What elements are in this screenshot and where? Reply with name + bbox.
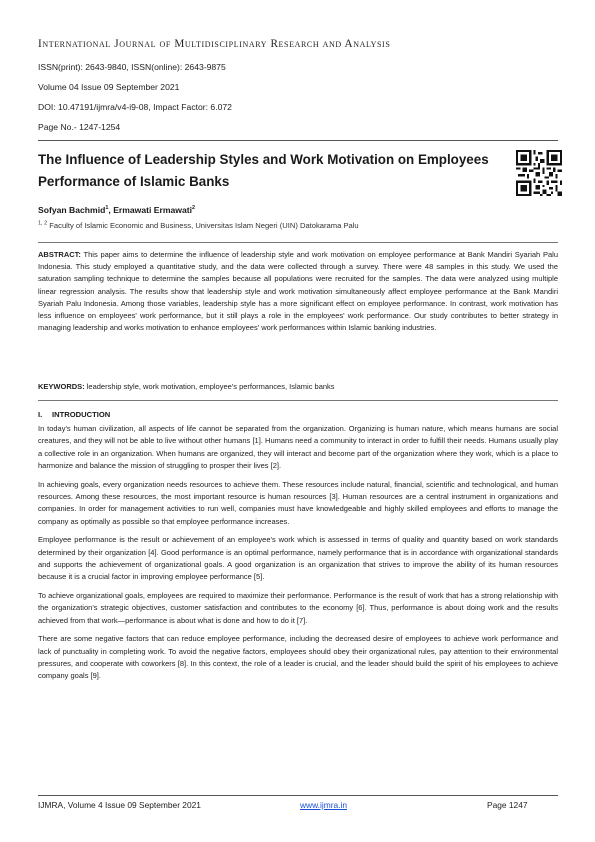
paragraph: Employee performance is the result or achievement of an employee's work which is assessed in terms of quality and quantity based on work standards determined by their organization [4]. Good performance is an optimal performance, namely performance that is in accordance with organizational standards and supports the achievement of organizational goals. A good organization is an organization that strives to improve the ability of its human resources because it is a crucial factor in improving employee performance [5]. xyxy=(38,535,558,582)
page-range-line: Page No.- 1247-1254 xyxy=(38,122,121,132)
affiliation-text: Faculty of Islamic Economic and Business, Universitas Islam Negeri (UIN) Datokarama Palu xyxy=(47,221,359,230)
author-separator: , xyxy=(108,205,114,215)
journal-title: International Journal of Multidisciplinary Research and Analysis xyxy=(38,38,391,50)
volume-line: Volume 04 Issue 09 September 2021 xyxy=(38,82,180,92)
abstract-label: ABSTRACT: xyxy=(38,250,81,259)
footer-divider xyxy=(38,795,558,796)
page-label: Page xyxy=(487,800,507,810)
journal-website-link[interactable]: www.ijmra.in xyxy=(300,800,347,810)
keywords-text: leadership style, work motivation, employee's performances, Islamic banks xyxy=(84,382,335,391)
paragraph: In today's human civilization, all aspects of life cannot be separated from the organization. Organizing is human nature, which means humans are social creatures, and they will not be able to live without other humans [1]. Humans need a community to interact in order to fulfill their needs. Humans usually play a collective role in an organization. When humans are organized, they will interact and become part of the organization where they work, which is a place to harmonize and balance the mission of struggling to prosper their lives [2]. xyxy=(38,424,558,470)
author-name: Sofyan Bachmid xyxy=(38,205,106,215)
abstract-text: This paper aims to determine the influence of leadership style and work motivation on employee performance at Bank Mandiri Syariah Palu Indonesia. This study employed a quantitative study, and the data were collected through a survey. There were 48 samples in this study. We used the saturation sampling technique to determine the samples because all populations were recruited for the samples. The data were analyzed using multiple linear regression analysis. The results show that leadership style and work motivation simultaneously affect employee performance at the Bank Mandiri Syariah Palu Indonesia. Among those variables, leadership style has a more significant effect on employee performance. In contrast, work motivation has less influence on employees' work performance, but it still plays a role in the employees' work performance. Our study contributes to better strategy in managing leadership and works motivation to enhance employees' work performances within Islamic banking industries. xyxy=(38,250,558,333)
author-superscript: 2 xyxy=(192,205,196,212)
footer-citation: IJMRA, Volume 4 Issue 09 September 2021 xyxy=(38,800,201,810)
affiliation-superscript: 1, 2 xyxy=(38,220,48,227)
page-number: 1247 xyxy=(508,800,528,810)
keywords xyxy=(38,382,558,391)
abstract-bottom-rule xyxy=(38,400,558,401)
abstract-top-rule xyxy=(38,242,558,243)
paragraph: To achieve organizational goals, employees are required to maximize their performance. Performance is the result of work that has a strong relationship with the organization's strategic objectives, customer satisfaction and contributes to the economy [6]. Thus, performance is about doing work and the results achieved from that work—performance is about what is done and how to do it [7]. xyxy=(38,591,558,625)
body-text xyxy=(38,423,558,689)
issn-line: ISSN(print): 2643-9840, ISSN(online): 2643-9875 xyxy=(38,62,226,72)
section-title: INTRODUCTION xyxy=(52,410,111,419)
doi-line: DOI: 10.47191/ijmra/v4-i9-08, Impact Factor: 6.072 xyxy=(38,102,232,112)
section-number: I. xyxy=(38,410,43,419)
author-name: Ermawati Ermawati xyxy=(113,205,192,215)
keywords-label: KEYWORDS: xyxy=(38,382,85,391)
paragraph: In achieving goals, every organization needs resources to achieve them. These resources include natural, financial, scientific and technological, and human resources. Among these resources, the most important resource is human resources [3]. Human resources are a central instrument in organizations and companies. In order for management activities to run well, companies must have knowledgeable and highly skilled employees and efforts to manage the company as optimally as possible so that employee performance increases. xyxy=(38,479,558,526)
paragraph: There are some negative factors that can reduce employee performance, including the decreased desire of employees to achieve work performance and lack of punctuality in completing work. To avoid the negative factors, employees should obey their organizational rules, pay attention to their environmental pressures, and cooperate with coworkers [8]. In this context, the role of a leader is crucial, and the leader should build the spirit of his employees to achieve company goals [9]. xyxy=(38,634,558,681)
footer-page xyxy=(487,800,528,810)
section-heading xyxy=(38,410,110,419)
author-list xyxy=(38,205,195,215)
affiliation xyxy=(38,221,359,230)
abstract xyxy=(38,249,558,334)
header-divider xyxy=(38,140,558,141)
qr-code-icon xyxy=(516,150,562,196)
article-title: The Influence of Leadership Styles and Work Motivation on Employees Performance of Islamic Banks xyxy=(38,152,489,189)
author-superscript: 1 xyxy=(105,205,109,212)
